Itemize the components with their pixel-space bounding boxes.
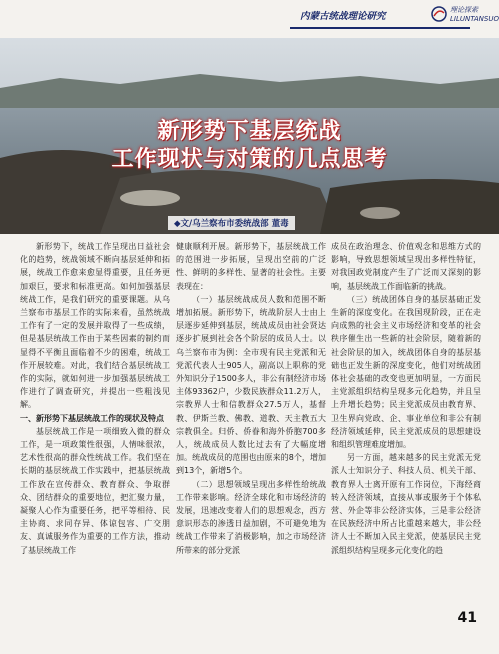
paragraph: （三）统战团体自身的基层基础正发生新的深度变化。在我国现阶段，正在走向成熟的社会主义市场经济和变革的社会秩序催生出一些新的社会阶层，随着新的社会阶层的加入，统战团体自身的基层基础也正发生新的深度变化，他们对统战团体社会基础的改变也更加明显，一方面民主党派组织结构呈现多元化趋势，并且呈上升增长趋势；民主党派成员由教育界、卫生界向党政、企、事业单位和非公有制经济领域延伸，民主党派成员的思想建设和组织管理难度增加。: [331, 294, 481, 450]
paragraph: 健康顺利开展。新形势下，基层统战工作的范围进一步拓展，呈现出空前的广泛性、鲜明的多样性、显著的社会性。主要表现在：: [176, 242, 326, 291]
article-title-line2: 工作现状与对策的几点思考: [111, 146, 388, 172]
page-header: [0, 0, 499, 34]
section-heading: 一、新形势下基层统战工作的现状及特点: [20, 413, 164, 423]
section-title: 理论探索: [450, 6, 478, 14]
hero-image: [0, 38, 499, 234]
paragraph: 成员在政治理念、价值观念和思维方式的影响，导致思想领域呈现出多样性特征，对我国政党制度产生了广泛而又深刻的影响，基层统战工作面临新的挑战。: [331, 242, 481, 291]
header-rule: [290, 27, 470, 29]
journal-title: 内蒙古统战理论研究: [300, 11, 386, 22]
paragraph: （二）思想领域呈现出多样性给统战工作带来影响。经济全球化和市场经济的发展，迅速改变着人们的思想观念，西方意识形态的渗透日益加剧，不可避免地为统战工作带来了消极影响，加之市场经济所带来的部分党派: [176, 479, 326, 555]
paragraph: 新形势下，统战工作呈现出日益社会化的趋势，统战领域不断向基层延伸和拓展，统战工作愈来愈显得重要，且任务更加艰巨，要求和标准更高。如何加强基层统战工作，是我们研究的重要课题。从乌兰察布市基层工作的实际来看，虽然统战工作有了一定的发展并取得了一些成绩，但是基层统战工作由于某些因素的制约而显得不平衡且面临着不少的困难，统战工作开展较难。对此，我们结合基层统战工作的实际，就如何进一步加强基层统战工作进行了调查研究，并提出一些粗浅见解。: [20, 242, 170, 410]
article-column-3: [331, 240, 481, 557]
journal-logo-icon: [430, 5, 448, 23]
article-title-line1: 新形势下基层统战: [157, 118, 342, 144]
article-column-1: [20, 240, 170, 557]
article-column-2: [176, 240, 326, 557]
paragraph: （一）基层统战成员人数和范围不断增加拓展。新形势下，统战阶层人士由上层逐步延伸到基层，统战成员由社会贤达逐步扩展到社会各个阶层的成员人士。以乌兰察布市为例：全市现有民主党派和无党派代表人士905人，副高以上职称的党外知识分子1500多人，非公有制经济市场主体93362户，少数民族群众11.2万人，宗教界人士和信教群众27.5万人，基督教、伊斯兰教、佛教、道教、天主教五大宗教俱全。归侨、侨眷和海外侨胞700多人，统战成员人数比过去有了大幅度增加。统战成员的范围也由原来的8个，增加到13个，新增5个。: [176, 294, 326, 476]
page-number: 41: [457, 610, 477, 626]
paragraph: 基层统战工作是一项细致入微的群众工作，是一项政策性很强，人情味很浓，艺术性很高的群众性统战工作。我们坚在长期的基层统战工作实践中，把基层统战工作放在宣传群众、教育群众、争取群众、团结群众的重要地位，把汇聚力量，凝聚人心作为重要任务，把平等相待、民主协商、求同存异、体谅包容、广交朋友、真诚服务作为重要的工作方法，推动了基层统战工作: [20, 426, 170, 555]
article-byline: ◆文/乌兰察布市委统战部 董毒: [168, 216, 295, 230]
section-pinyin: LILUNTANSUO: [450, 15, 499, 23]
paragraph: 另一方面，越来越多的民主党派无党派人士知识分子、科技人员、机关干部、教育界人士离开原有工作岗位，下海经商转入经济领域，直接从事或服务于个体私营、外企等非公经济实体，三是非公经济在民族经济中所占比重越来越大，非公经济人士不断加入民主党派，使基层民主党派组织结构呈现多元化变化的趋: [331, 453, 481, 555]
